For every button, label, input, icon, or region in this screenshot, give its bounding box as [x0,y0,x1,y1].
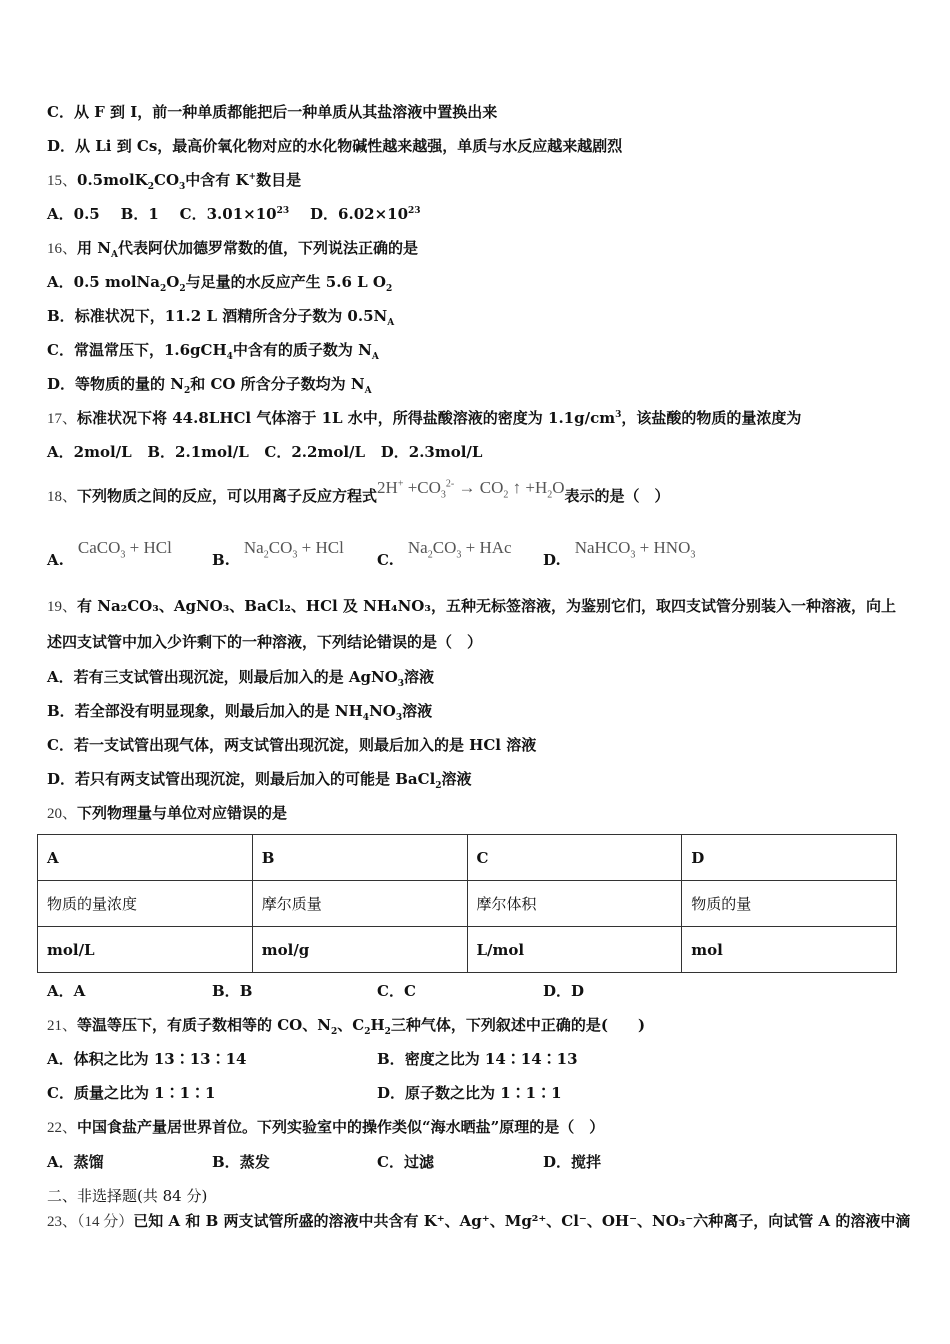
stem-text: 中含有 K [185,171,249,189]
option-text: 和 CO 所含分子数均为 N [190,375,365,393]
stem-text: 下列物质之间的反应，可以用离子反应方程式 [77,487,378,505]
q20-option-a[interactable] [47,981,85,1001]
option-label: B. [212,551,230,569]
option-text: 中含有的质子数为 N [232,341,372,359]
option-text: 若一支试管出现气体，两支试管出现沉淀，则最后加入的是 HCl 溶液 [73,736,537,754]
option-text: 6.02×10 [338,205,409,223]
stem-text: 有 Na₂CO₃、AgNO₃、BaCl₂、HCl 及 NH₄NO₃，五种无标签溶液，为鉴别它们，取四支试管分别装入一种溶液，向上 [77,597,896,615]
table-cell: 摩尔体积 [467,881,682,927]
quantity-unit-table [37,834,897,973]
q19-option-d[interactable] [47,769,472,789]
q22-option-a[interactable] [47,1152,104,1172]
ionic-equation: $2H^+ +CO_3^{2-} \to CO_2$ ↑ $+H_2O$ [377,478,565,501]
option-text: 1 [148,205,159,223]
subscript: A [364,386,372,396]
table-cell: B [252,835,467,881]
table-cell: 物质的量浓度 [38,881,253,927]
stem-text: 、C [337,1016,365,1034]
q20-stem [47,803,287,824]
option-text: B [239,982,253,1000]
stem-text: 0.5molK [77,171,148,189]
subscript: 2 [330,1027,338,1037]
option-text: 3.01×10 [206,205,277,223]
table-cell: C [467,835,682,881]
option-label: A． [47,443,74,461]
q15-option-a[interactable] [47,205,100,223]
option-label: B． [47,702,75,720]
subscript: A [387,318,395,328]
option-text: A [73,982,86,1000]
table-cell: 物质的量 [682,881,897,927]
subscript: 2 [385,284,393,294]
subscript: 3 [179,182,186,192]
q22-option-c[interactable] [377,1152,434,1172]
q16-option-b[interactable] [47,306,394,326]
stem-text: 三种气体，下列叙述中正确的是( ) [390,1016,646,1034]
section-heading: 二、非选择题(共 84 分) [47,1187,208,1205]
option-label: B． [120,205,149,223]
option-text: 蒸发 [239,1153,270,1171]
option-text: D [571,982,585,1000]
q14-option-c: C．从 F 到 I，前一种单质都能把后一种单质从其盐溶液中置换出来 [47,103,498,121]
q22-stem [47,1117,604,1138]
option-text: 溶液 [404,668,435,686]
option-label: C． [377,982,404,1000]
question-number: 16、 [47,241,78,257]
q18-option-a[interactable] [47,538,172,570]
option-label: D． [543,1153,572,1171]
q18-stem [47,478,670,507]
q17-option-d[interactable] [381,443,483,461]
option-label: D． [310,205,339,223]
subscript: 2 [183,386,191,396]
option-label: D． [47,770,76,788]
option-text: 2mol/L [73,443,132,461]
q19-option-a[interactable] [47,667,434,687]
option-label: A． [47,273,74,291]
option-text: NO [369,702,396,720]
option-label: D． [377,1084,406,1102]
subscript: 4 [362,713,370,723]
q21-option-d[interactable] [377,1083,562,1103]
stem-text: ，该盐酸的物质的量浓度为 [621,409,802,427]
stem-text: 数目是 [256,171,302,189]
table-cell: 摩尔质量 [252,881,467,927]
q17-options [47,442,482,462]
q17-option-a[interactable] [47,443,132,461]
stem-text: 等温等压下，有质子数相等的 CO、N [77,1016,331,1034]
q19-option-b[interactable] [47,701,432,721]
option-label: A． [47,205,74,223]
option-text: 密度之比为 14∶14∶13 [404,1050,578,1068]
subscript: 3 [395,713,403,723]
option-text: 原子数之比为 1∶1∶1 [405,1084,562,1102]
formula: NaHCO$_3$ + $HNO_3$ [574,538,696,561]
q18-option-c[interactable] [377,538,512,570]
table-row [38,881,897,927]
subscript: A [371,352,379,362]
subscript: 2 [364,1027,371,1037]
q15-options [47,204,421,224]
formula: $Na_2CO_3$ + HCl [243,538,344,561]
option-text: 若只有两支试管出现沉淀，则最后加入的可能是 BaCl [75,770,436,788]
option-label: B． [377,1050,405,1068]
subscript: 2 [147,182,154,192]
option-text: 溶液 [441,770,472,788]
q21-stem [47,1015,645,1036]
stem-text: 已知 A 和 B 两支试管所盛的溶液中共含有 K⁺、Ag⁺、Mg²⁺、Cl⁻、OH⁻、NO₃⁻六种离子，向试管 A 的溶液中滴 [133,1212,911,1230]
option-text: 过滤 [403,1153,434,1171]
option-text: 与足量的水反应产生 5.6 L O [185,273,386,291]
q23-stem [47,1211,910,1232]
formula: CaCO$_3$ + HCl [77,538,172,561]
option-text: O [166,273,180,291]
question-number: 23、 [47,1214,78,1230]
table-cell: L/mol [467,927,682,973]
option-text: 溶液 [402,702,433,720]
superscript: 23 [408,206,421,216]
q15-option-d[interactable] [310,205,421,223]
q19-stem-line2: 述四支试管中加入少许剩下的一种溶液，下列结论错误的是（ ） [47,633,483,651]
q18-option-d[interactable] [543,538,696,570]
option-label: B． [47,307,75,325]
option-label: A． [47,982,74,1000]
option-text: 标准状况下，11.2 L 酒精所含分子数为 0.5N [74,307,388,325]
q21-option-a[interactable] [47,1049,247,1069]
option-text: 若有三支试管出现沉淀，则最后加入的是 AgNO [73,668,398,686]
q17-option-b[interactable] [147,443,248,461]
option-text: 常温常压下，1.6gCH [73,341,227,359]
q15-option-c[interactable] [180,205,289,223]
q16-option-d[interactable] [47,374,372,394]
q15-option-b[interactable] [121,205,159,223]
question-number: 15、 [47,173,78,189]
question-score: （14 分） [77,1214,134,1230]
question-number: 21、 [47,1018,78,1034]
table-cell: mol [682,927,897,973]
superscript: 3 [615,410,622,420]
stem-text: 用 N [77,239,111,257]
option-label: C． [264,443,292,461]
q20-option-d[interactable] [543,981,584,1001]
superscript: + [248,172,257,182]
q21-option-c[interactable] [47,1083,216,1103]
q20-option-c[interactable] [377,981,416,1001]
subscript: 2 [159,284,167,294]
table-cell: A [38,835,253,881]
table-row [38,927,897,973]
option-label: A. [47,551,64,569]
option-label: B． [212,1153,240,1171]
option-label: D. [543,551,561,569]
q22-option-d[interactable] [543,1152,601,1172]
option-label: D． [543,982,572,1000]
subscript: 4 [226,352,233,362]
option-text: 2.3mol/L [408,443,483,461]
stem-text: 下列物理量与单位对应错误的是 [77,804,288,822]
question-number: 18、 [47,489,78,505]
question-number: 20、 [47,806,78,822]
q19-option-c[interactable] [47,735,536,755]
option-label: A． [47,668,74,686]
q17-option-c[interactable] [264,443,365,461]
option-text: C [403,982,416,1000]
option-label: A． [47,1050,74,1068]
subscript: A [110,250,118,260]
q16-stem [47,238,418,259]
question-number: 17、 [47,411,78,427]
q16-option-c[interactable] [47,340,379,360]
table-cell: D [682,835,897,881]
stem-text: H [370,1016,385,1034]
option-text: 0.5 [73,205,100,223]
stem-text: 中国食盐产量居世界首位。下列实验室中的操作类似“海水晒盐”原理的是（ ） [77,1118,605,1136]
option-text: 体积之比为 13∶13∶14 [73,1050,247,1068]
option-label: C． [179,205,207,223]
option-text: 若全部没有明显现象，则最后加入的是 NH [74,702,363,720]
q20-option-b[interactable] [212,981,252,1001]
q19-stem-line1 [47,596,896,617]
table-cell: mol/g [252,927,467,973]
option-text: 2.2mol/L [291,443,366,461]
question-number: 19、 [47,599,78,615]
table-cell: mol/L [38,927,253,973]
option-label: A． [47,1153,74,1171]
question-number: 22、 [47,1120,78,1136]
option-text: 质量之比为 1∶1∶1 [73,1084,216,1102]
stem-text: 标准状况下将 44.8LHCl 气体溶于 1L 水中，所得盐酸溶液的密度为 1.1g/cm [77,409,616,427]
subscript: 2 [435,781,442,791]
q14-option-d: D．从 Li 到 Cs，最高价氧化物对应的水化物碱性越来越强，单质与水反应越来越剧烈 [47,137,623,155]
subscript: 2 [384,1027,391,1037]
option-label: C． [377,1153,404,1171]
q22-option-b[interactable] [212,1152,270,1172]
q17-stem [47,408,801,429]
table-header-row [38,835,897,881]
option-text: 0.5 molNa [73,273,160,291]
option-label: C. [377,551,394,569]
q16-option-a[interactable] [47,272,392,292]
stem-text: 代表阿伏加德罗常数的值，下列说法正确的是 [117,239,418,257]
option-label: B． [147,443,176,461]
option-text: 搅拌 [571,1153,602,1171]
q18-option-b[interactable] [212,538,344,570]
q21-option-b[interactable] [377,1049,578,1069]
superscript: 23 [276,206,290,216]
stem-text: 表示的是（ ） [564,487,670,505]
option-label: B． [212,982,240,1000]
stem-text: CO [154,171,180,189]
option-label: C． [47,1084,74,1102]
subscript: 3 [397,679,405,689]
option-label: D． [380,443,409,461]
option-label: C． [47,341,74,359]
option-label: C． [47,736,74,754]
option-text: 2.1mol/L [175,443,249,461]
formula: $Na_2CO_3$ + HAc [407,538,512,561]
option-label: D． [47,375,76,393]
option-text: 蒸馏 [73,1153,104,1171]
option-text: 等物质的量的 N [75,375,184,393]
q15-stem [47,170,301,191]
subscript: 2 [179,284,186,294]
